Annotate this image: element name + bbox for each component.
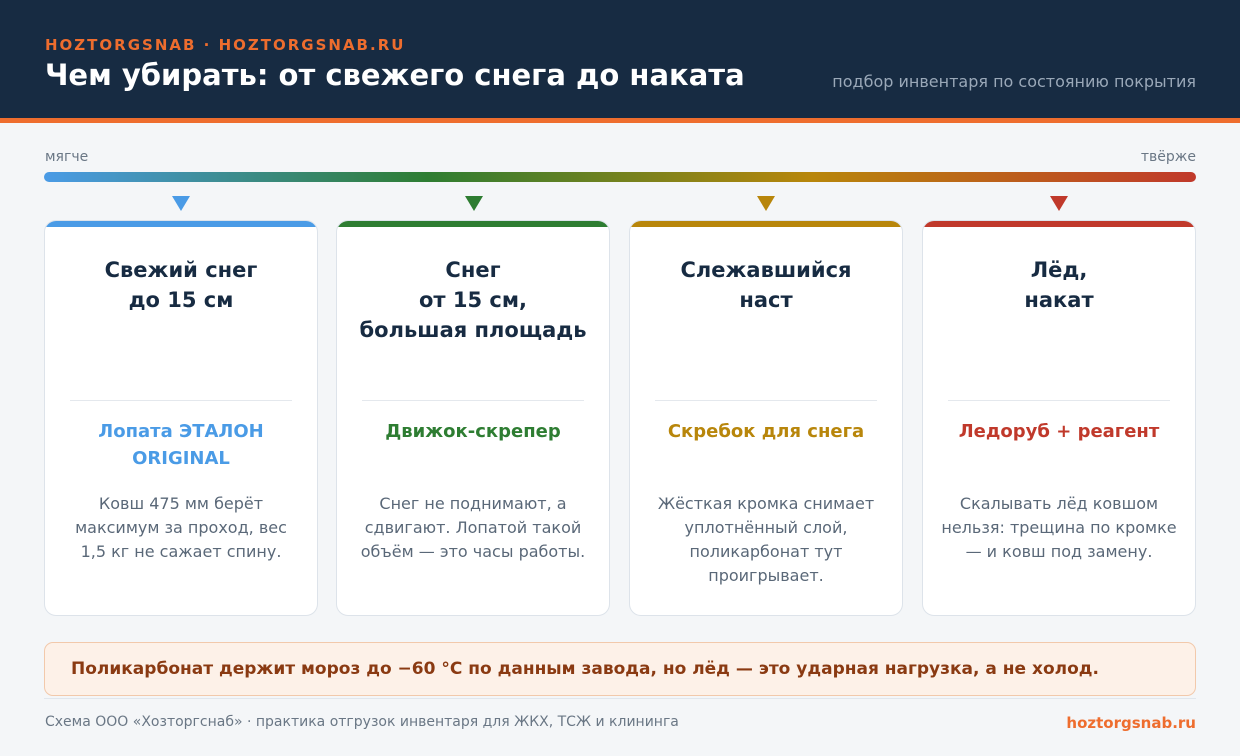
footer-source: Схема ООО «Хозторгснаб» · практика отгрузок инвентаря для ЖКХ, ТСЖ и клининга [45, 714, 679, 730]
card-heading: Лёд, накат [1024, 258, 1094, 312]
card-divider [948, 400, 1170, 401]
warning-note-text: Поликарбонат держит мороз до −60 °С по данным завода, но лёд — это ударная нагрузка, а не холод. [71, 659, 1099, 679]
footer-divider [44, 698, 1196, 699]
brand-label: HOZTORGSNAB · HOZTORGSNAB.RU [45, 36, 406, 54]
card-divider [655, 400, 877, 401]
card-product: Ледоруб + реагент [958, 421, 1160, 442]
hardness-gradient-bar [44, 172, 1196, 182]
card-product: Движок-скрепер [385, 421, 561, 442]
arrow-down-icon [465, 196, 483, 211]
arrow-down-icon [757, 196, 775, 211]
card-divider [362, 400, 584, 401]
scale-softer-label: мягче [45, 149, 89, 165]
card-heading: Свежий снег до 15 см [104, 258, 258, 312]
surface-card-ice [922, 220, 1196, 616]
card-accent-bar [337, 221, 609, 227]
card-accent-bar [630, 221, 902, 227]
surface-card-fresh-snow [44, 220, 318, 616]
warning-note [44, 642, 1196, 696]
surface-card-crust [629, 220, 903, 616]
card-description: Снег не поднимают, а сдвигают. Лопатой такой объём — это часы работы. [360, 494, 586, 561]
page-subtitle: подбор инвентаря по состоянию покрытия [832, 72, 1196, 91]
card-description: Скалывать лёд ковшом нельзя: трещина по кромке — и ковш под замену. [941, 494, 1177, 561]
card-accent-bar [923, 221, 1195, 227]
surface-card-deep-snow [336, 220, 610, 616]
scale-harder-label: твёрже [1140, 149, 1196, 165]
arrow-down-icon [172, 196, 190, 211]
card-heading: Снег от 15 см, большая площадь [359, 258, 587, 342]
footer-site-link[interactable]: hoztorgsnab.ru [1066, 714, 1196, 732]
header-bar [0, 0, 1240, 118]
card-product: Скребок для снега [667, 421, 865, 442]
page-title: Чем убирать: от свежего снега до наката [45, 58, 745, 92]
arrow-down-icon [1050, 196, 1068, 211]
card-divider [70, 400, 292, 401]
header-accent-stripe [0, 118, 1240, 123]
card-heading: Слежавшийся наст [680, 258, 852, 312]
card-accent-bar [45, 221, 317, 227]
card-description: Ковш 475 мм берёт максимум за проход, вес 1,5 кг не сажает спину. [75, 494, 287, 561]
card-description: Жёсткая кромка снимает уплотнённый слой, поликарбонат тут проигрывает. [657, 494, 875, 585]
card-product: Лопата ЭТАЛОН ORIGINAL [98, 421, 264, 469]
